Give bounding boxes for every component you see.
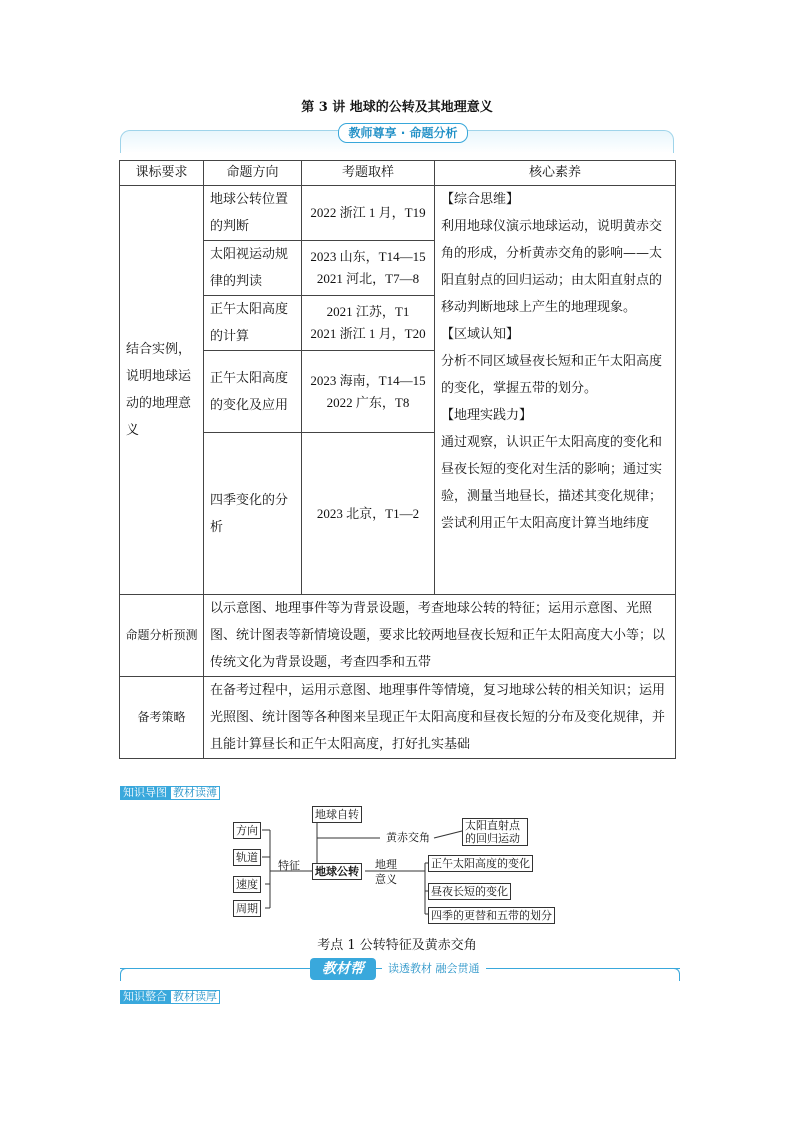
- effect-node: 四季的更替和五带的划分: [428, 907, 555, 924]
- direction-cell: 正午太阳高度的计算: [204, 296, 302, 351]
- textbook-banner: [120, 958, 680, 982]
- samples-cell: 2023 海南，T14—15 2022 广东，T8: [302, 351, 435, 433]
- trait-label: 特征: [278, 859, 300, 872]
- samples-cell: 2021 江苏，T1 2021 浙江 1 月，T20: [302, 296, 435, 351]
- meaning-label: 地理意义: [375, 858, 397, 886]
- requirement-cell: 结合实例，说明地球运动的地理意义: [120, 186, 204, 595]
- teacher-banner: [120, 122, 674, 152]
- forecast-text: 以示意图、地理事件等为背景设题，考查地球公转的特征；运用示意图、光照图、统计图表等新情境设题，要求比较两地昼夜长短和正午太阳高度大小等；以传统文化为背景设题，考查四季和五带: [204, 595, 676, 677]
- samples-cell: 2022 浙江 1 月，T19: [302, 186, 435, 241]
- direction-cell: 正午太阳高度的变化及应用: [204, 351, 302, 433]
- rotation-node: 地球自转: [312, 806, 362, 823]
- table-row: [120, 595, 676, 677]
- effect-node: 正午太阳高度的变化: [428, 855, 533, 872]
- tag-primary: 知识整合: [120, 990, 170, 1004]
- literacy-text: 分析不同区域昼夜长短和正午太阳高度的变化，掌握五带的划分。: [441, 354, 663, 396]
- trait-direction: 方向: [233, 822, 261, 839]
- direction-cell: 地球公转位置的判断: [204, 186, 302, 241]
- header-cell: 课标要求: [120, 161, 204, 186]
- table-row: [120, 186, 676, 241]
- samples-cell: 2023 山东，T14—15 2021 河北，T7—8: [302, 241, 435, 296]
- tag-primary: 知识导图: [120, 786, 170, 800]
- effect-node: 昼夜长短的变化: [428, 883, 511, 900]
- header-cell: 核心素养: [435, 161, 676, 186]
- banner-label: 教师尊享 · 命题分析: [338, 123, 468, 143]
- literacy-text: 利用地球仪演示地球运动，说明黄赤交角的形成，分析黄赤交角的影响——太阳直射点的回归运动；由太阳直射点的移动判断地球上产生的地理现象。: [441, 219, 663, 315]
- banner-cap-right: [671, 968, 680, 981]
- tag-secondary: 教材读厚: [170, 990, 220, 1004]
- obliquity-label: 黄赤交角: [386, 831, 430, 844]
- literacy-heading: 【综合思维】: [441, 192, 520, 207]
- direction-cell: 四季变化的分析: [204, 433, 302, 595]
- trait-period: 周期: [233, 900, 261, 917]
- knowledge-integration-tag: [120, 990, 220, 1004]
- trait-speed: 速度: [233, 876, 261, 893]
- table-header-row: [120, 161, 676, 186]
- tag-secondary: 教材读薄: [170, 786, 220, 800]
- section-subtitle: 考点 1 公转特征及黄赤交角: [317, 938, 477, 953]
- literacy-cell: [435, 186, 676, 595]
- table-row: [120, 677, 676, 759]
- banner-slogan: 读透教材 融会贯通: [382, 961, 486, 977]
- knowledge-map-tag: [120, 786, 220, 800]
- subsolar-node: 太阳直射点的回归运动: [462, 818, 528, 846]
- literacy-text: 通过观察，认识正午太阳高度的变化和昼夜长短的变化对生活的影响；通过实验，测量当地昼长，描述其变化规律；尝试利用正午太阳高度计算当地纬度: [441, 435, 663, 531]
- strategy-label: 备考策略: [120, 677, 204, 759]
- knowledge-mindmap: [230, 804, 570, 924]
- trait-orbit: 轨道: [233, 849, 261, 866]
- header-cell: 考题取样: [302, 161, 435, 186]
- banner-badge: 教材帮: [310, 958, 376, 980]
- page-title: 第 3 讲 地球的公转及其地理意义: [301, 100, 493, 115]
- header-cell: 命题方向: [204, 161, 302, 186]
- banner-cap-left: [120, 968, 129, 981]
- literacy-heading: 【地理实践力】: [441, 408, 533, 423]
- forecast-label: 命题分析预测: [120, 595, 204, 677]
- literacy-heading: 【区域认知】: [441, 327, 520, 342]
- samples-cell: 2023 北京，T1—2: [302, 433, 435, 595]
- strategy-text: 在备考过程中，运用示意图、地理事件等情境，复习地球公转的相关知识；运用光照图、统计图等各种图来呈现正午太阳高度和昼夜长短的分布及变化规律，并且能计算昼长和正午太阳高度，打好扎实基础: [204, 677, 676, 759]
- center-node: 地球公转: [312, 863, 362, 880]
- direction-cell: 太阳视运动规律的判读: [204, 241, 302, 296]
- analysis-table: [119, 160, 676, 759]
